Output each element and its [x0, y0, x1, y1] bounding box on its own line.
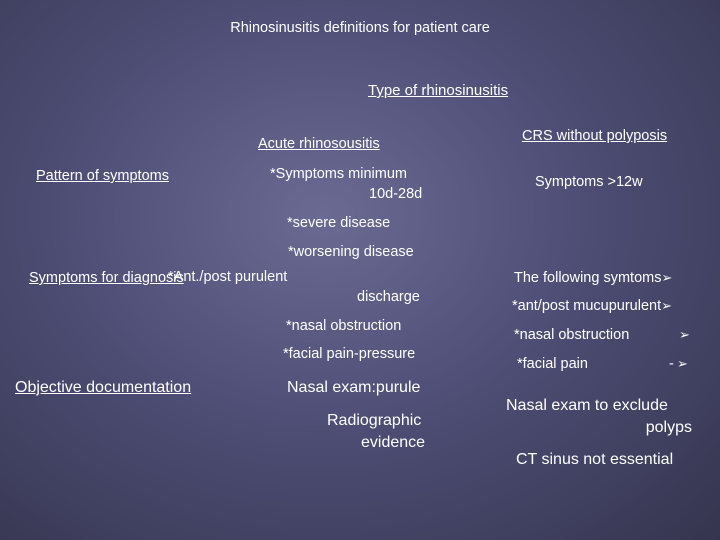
- row-label-pattern: Pattern of symptoms: [36, 168, 169, 184]
- crs-symptom3-text: *facial pain: [517, 356, 588, 372]
- acute-radiographic-line2: evidence: [361, 434, 426, 451]
- acute-symptom1-line2: discharge: [357, 289, 420, 305]
- acute-exam: Nasal exam:purule: [287, 379, 421, 396]
- crs-symptom2-text: *nasal obstruction: [514, 327, 630, 343]
- crs-exam-line1: Nasal exam to exclude: [506, 397, 668, 414]
- arrow-bullet-icon: ➢: [661, 271, 673, 286]
- crs-pattern: Symptoms >12w: [535, 174, 643, 190]
- acute-pattern-line2: 10d-28d: [369, 186, 423, 202]
- acute-symptom3: *facial pain-pressure: [283, 346, 416, 362]
- slide-title: Rhinosinusitis definitions for patient care: [230, 20, 490, 36]
- type-heading: Type of rhinosinusitis: [368, 82, 509, 99]
- crs-exam-line2: polyps: [645, 419, 692, 436]
- row-label-symptoms: Symptoms for diagnosis: [29, 270, 184, 286]
- column-header-crs: CRS without polyposis: [522, 128, 668, 144]
- crs-symptom-intro: [514, 270, 672, 287]
- arrow-bullet-icon: ➢: [679, 328, 690, 343]
- column-header-acute: Acute rhinosousitis: [258, 136, 380, 152]
- crs-ct: CT sinus not essential: [516, 451, 674, 468]
- worsening-disease: *worsening disease: [288, 244, 414, 260]
- acute-symptom2: *nasal obstruction: [286, 318, 402, 334]
- arrow-bullet-icon: ➢: [661, 299, 673, 314]
- arrow-bullet-icon: ➢: [677, 357, 688, 372]
- row-label-objective: Objective documentation: [15, 379, 192, 396]
- acute-radiographic-line1: Radiographic: [327, 412, 422, 429]
- crs-symptom1: [512, 298, 672, 315]
- severe-disease: *severe disease: [287, 215, 391, 231]
- acute-symptom1-line1: *Ant./post purulent: [168, 269, 288, 285]
- crs-symptom1-text: *ant/post mucupurulent: [512, 298, 662, 314]
- acute-pattern-line1: *Symptoms minimum: [270, 166, 407, 182]
- crs-symptom3-dash: -: [669, 356, 674, 372]
- crs-symptom-intro-text: The following symtoms: [514, 270, 662, 286]
